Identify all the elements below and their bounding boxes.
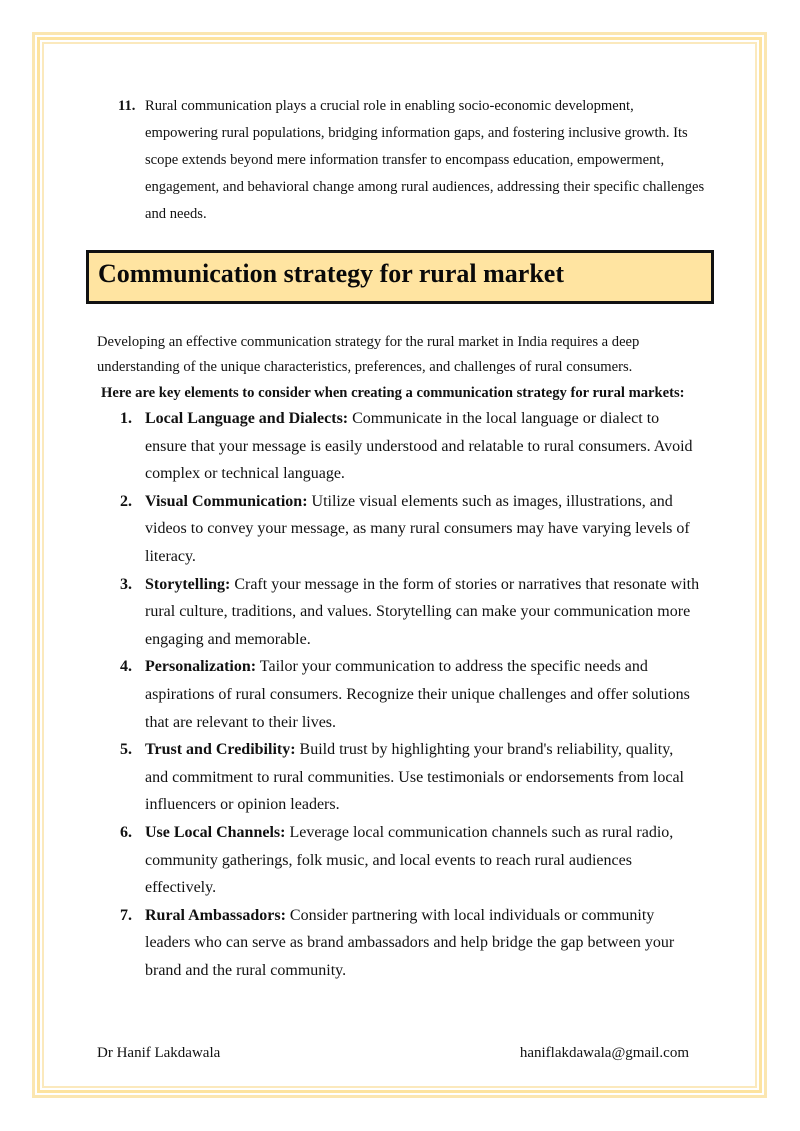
list-number: 3. (120, 575, 132, 593)
list-item-term: Storytelling: (145, 575, 231, 593)
key-elements-list (120, 405, 700, 984)
footer-email: haniflakdawala@gmail.com (519, 1045, 689, 1061)
list-number: 5. (120, 741, 132, 759)
list-item-term: Use Local Channels: (145, 823, 286, 841)
intro-paragraph: Developing an effective communication strategy for the rural market in India requires a deep understanding of the unique characteristics, preferences, and challenges of rural consumers. (97, 334, 640, 375)
list-item-text: Craft your message in the form of stories or narratives that resonate with rural culture, traditions, and values. Storytelling can make your communication more engaging and memorable. (145, 575, 700, 648)
list-item-text: Consider partnering with local individuals or community leaders who can serve as brand ambassadors and help bridge the gap between your brand and the rural community. (145, 906, 675, 979)
list-item-term: Personalization: (145, 658, 257, 676)
list-item-continued (118, 93, 708, 228)
list-item-text: Rural communication plays a crucial role in enabling socio-economic development, empowering rural populations, bridging information gaps, and fostering inclusive growth. Its scope extends beyond mere information transfer to encompass education, empowerment, engagement, and behavioral change among rural audiences, addressing their specific challenges and needs. (145, 98, 705, 222)
list-item-term: Trust and Credibility: (145, 741, 296, 759)
list-number: 7. (120, 906, 132, 924)
list-item-text: Communicate in the local language or dialect to ensure that your message is easily understood and relatable to rural consumers. Avoid complex or technical language. (145, 410, 693, 483)
list-item (120, 819, 700, 902)
list-number: 11. (118, 98, 136, 114)
list-item-text: Tailor your communication to address the specific needs and aspirations of rural consumers. Recognize their unique challenges and offer solutions that are relevant to their lives. (145, 658, 690, 731)
list-item-term: Rural Ambassadors: (145, 906, 286, 924)
list-item (120, 488, 700, 571)
list-item (120, 653, 700, 736)
lead-in-text: Here are key elements to consider when creating a communication strategy for rural markets: (101, 385, 685, 401)
list-item-term: Visual Communication: (145, 492, 308, 510)
list-number: 2. (120, 492, 132, 510)
list-item (120, 405, 700, 488)
list-item-text: Utilize visual elements such as images, illustrations, and videos to convey your message, as many rural consumers may have varying levels of literacy. (145, 492, 690, 565)
list-item (120, 571, 700, 654)
list-item-text: Leverage local communication channels such as rural radio, community gatherings, folk music, and local events to reach rural audiences effectively. (145, 823, 674, 897)
list-item-term: Local Language and Dialects: (145, 410, 349, 427)
list-number: 4. (120, 658, 132, 676)
list-number: 1. (120, 410, 132, 427)
list-item-text: Build trust by highlighting your brand's reliability, quality, and commitment to rural communities. Use testimonials or endorsements from local influencers or opinion leaders. (145, 741, 684, 814)
footer-author: Dr Hanif Lakdawala (97, 1045, 221, 1061)
list-number: 6. (120, 823, 132, 841)
list-item (120, 902, 700, 985)
list-item (120, 736, 700, 819)
section-heading-box (86, 250, 714, 304)
section-heading: Communication strategy for rural market (98, 259, 564, 288)
